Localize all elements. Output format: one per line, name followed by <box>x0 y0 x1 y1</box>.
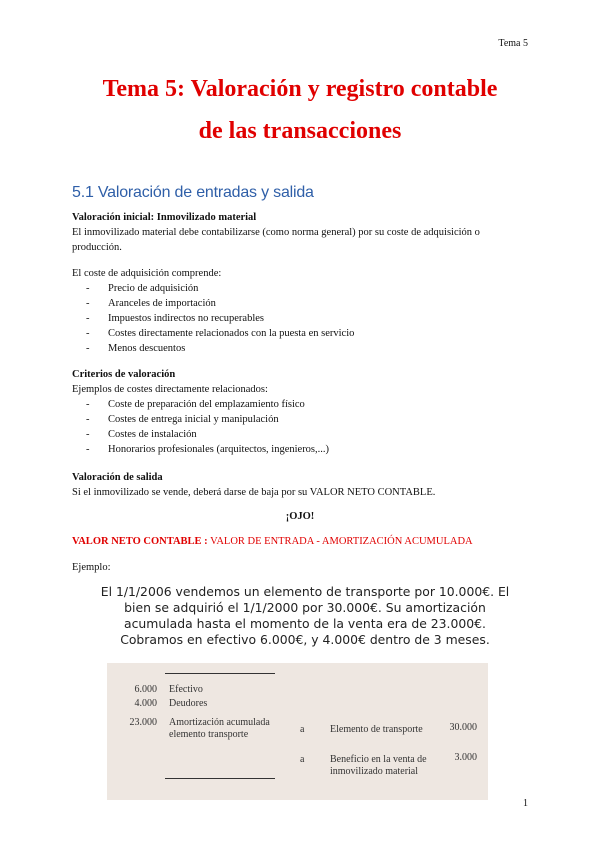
credit-a-marker: a <box>300 724 305 735</box>
list-item: - Menos descuentos <box>72 341 532 356</box>
coste-list <box>72 281 532 356</box>
valoracion-inicial-heading: Valoración inicial: Inmovilizado material <box>72 212 257 223</box>
example-line: acumulada hasta el momento de la venta era de 23.000€. <box>124 616 486 631</box>
credit-account: Elemento de transporte <box>330 724 423 735</box>
valoracion-inicial-block <box>72 210 532 255</box>
list-item: - Costes directamente relacionados con la puesta en servicio <box>72 326 532 341</box>
example-line: Cobramos en efectivo 6.000€, y 4.000€ dentro de 3 meses. <box>120 632 490 647</box>
salida-heading: Valoración de salida <box>72 472 163 483</box>
vnc-label: VALOR NETO CONTABLE : <box>72 536 208 547</box>
coste-intro: El coste de adquisición comprende: <box>72 268 222 279</box>
ejemplo-label: Ejemplo: <box>72 562 111 573</box>
salida-block <box>72 470 532 500</box>
vnc-definition <box>72 534 532 549</box>
ojo-callout: ¡OJO! <box>285 511 315 522</box>
section-heading: 5.1 Valoración de entradas y salida <box>72 184 314 201</box>
list-item: - Coste de preparación del emplazamiento físico <box>72 397 532 412</box>
list-item: - Aranceles de importación <box>72 296 532 311</box>
credit-account-line-1: Beneficio en la venta de <box>330 754 427 765</box>
credit-a-marker: a <box>300 754 305 765</box>
criterios-heading: Criterios de valoración <box>72 369 176 380</box>
example-line: El 1/1/2006 vendemos un elemento de transporte por 10.000€. El <box>100 584 510 599</box>
salida-text: Si el inmovilizado se vende, deberá darse de baja por su VALOR NETO CONTABLE. <box>72 487 436 498</box>
coste-block <box>72 266 532 356</box>
list-item: - Costes de instalación <box>72 427 532 442</box>
list-item: - Honorarios profesionales (arquitectos, ingenieros,...) <box>72 442 532 457</box>
debit-amount: 23.000 <box>129 717 157 728</box>
credit-amount: 30.000 <box>449 722 477 733</box>
example-statement <box>100 584 510 648</box>
list-item: - Impuestos indirectos no recuperables <box>72 311 532 326</box>
vnc-formula: VALOR DE ENTRADA - AMORTIZACIÓN ACUMULADA <box>207 536 473 547</box>
debit-account: Deudores <box>169 698 208 709</box>
criterios-intro: Ejemplos de costes directamente relacionados: <box>72 384 268 395</box>
criterios-block <box>72 367 532 457</box>
debit-account: Efectivo <box>169 684 203 695</box>
example-line: bien se adquirió el 1/1/2000 por 30.000€. Su amortización <box>124 600 486 615</box>
document-title-line-1: Tema 5: Valoración y registro contable <box>102 76 498 102</box>
journal-entry <box>107 663 488 800</box>
document-title-line-2: de las transacciones <box>198 118 402 144</box>
running-header: Tema 5 <box>498 38 528 49</box>
credit-amount: 3.000 <box>454 752 477 763</box>
list-item: - Precio de adquisición <box>72 281 532 296</box>
criterios-list <box>72 397 532 457</box>
journal-top-rule <box>165 673 275 674</box>
debit-account-line-1: Amortización acumulada <box>169 717 270 728</box>
journal-bottom-rule <box>165 778 275 779</box>
debit-account-line-2: elemento transporte <box>169 729 249 740</box>
debit-amount: 4.000 <box>134 698 157 709</box>
debit-amount: 6.000 <box>134 684 157 695</box>
credit-account-line-2: inmovilizado material <box>330 766 419 777</box>
list-item: - Costes de entrega inicial y manipulación <box>72 412 532 427</box>
page-number: 1 <box>523 798 528 809</box>
valoracion-inicial-text: El inmovilizado material debe contabilizarse (como norma general) por su coste de adquisición o producción. <box>72 227 480 253</box>
